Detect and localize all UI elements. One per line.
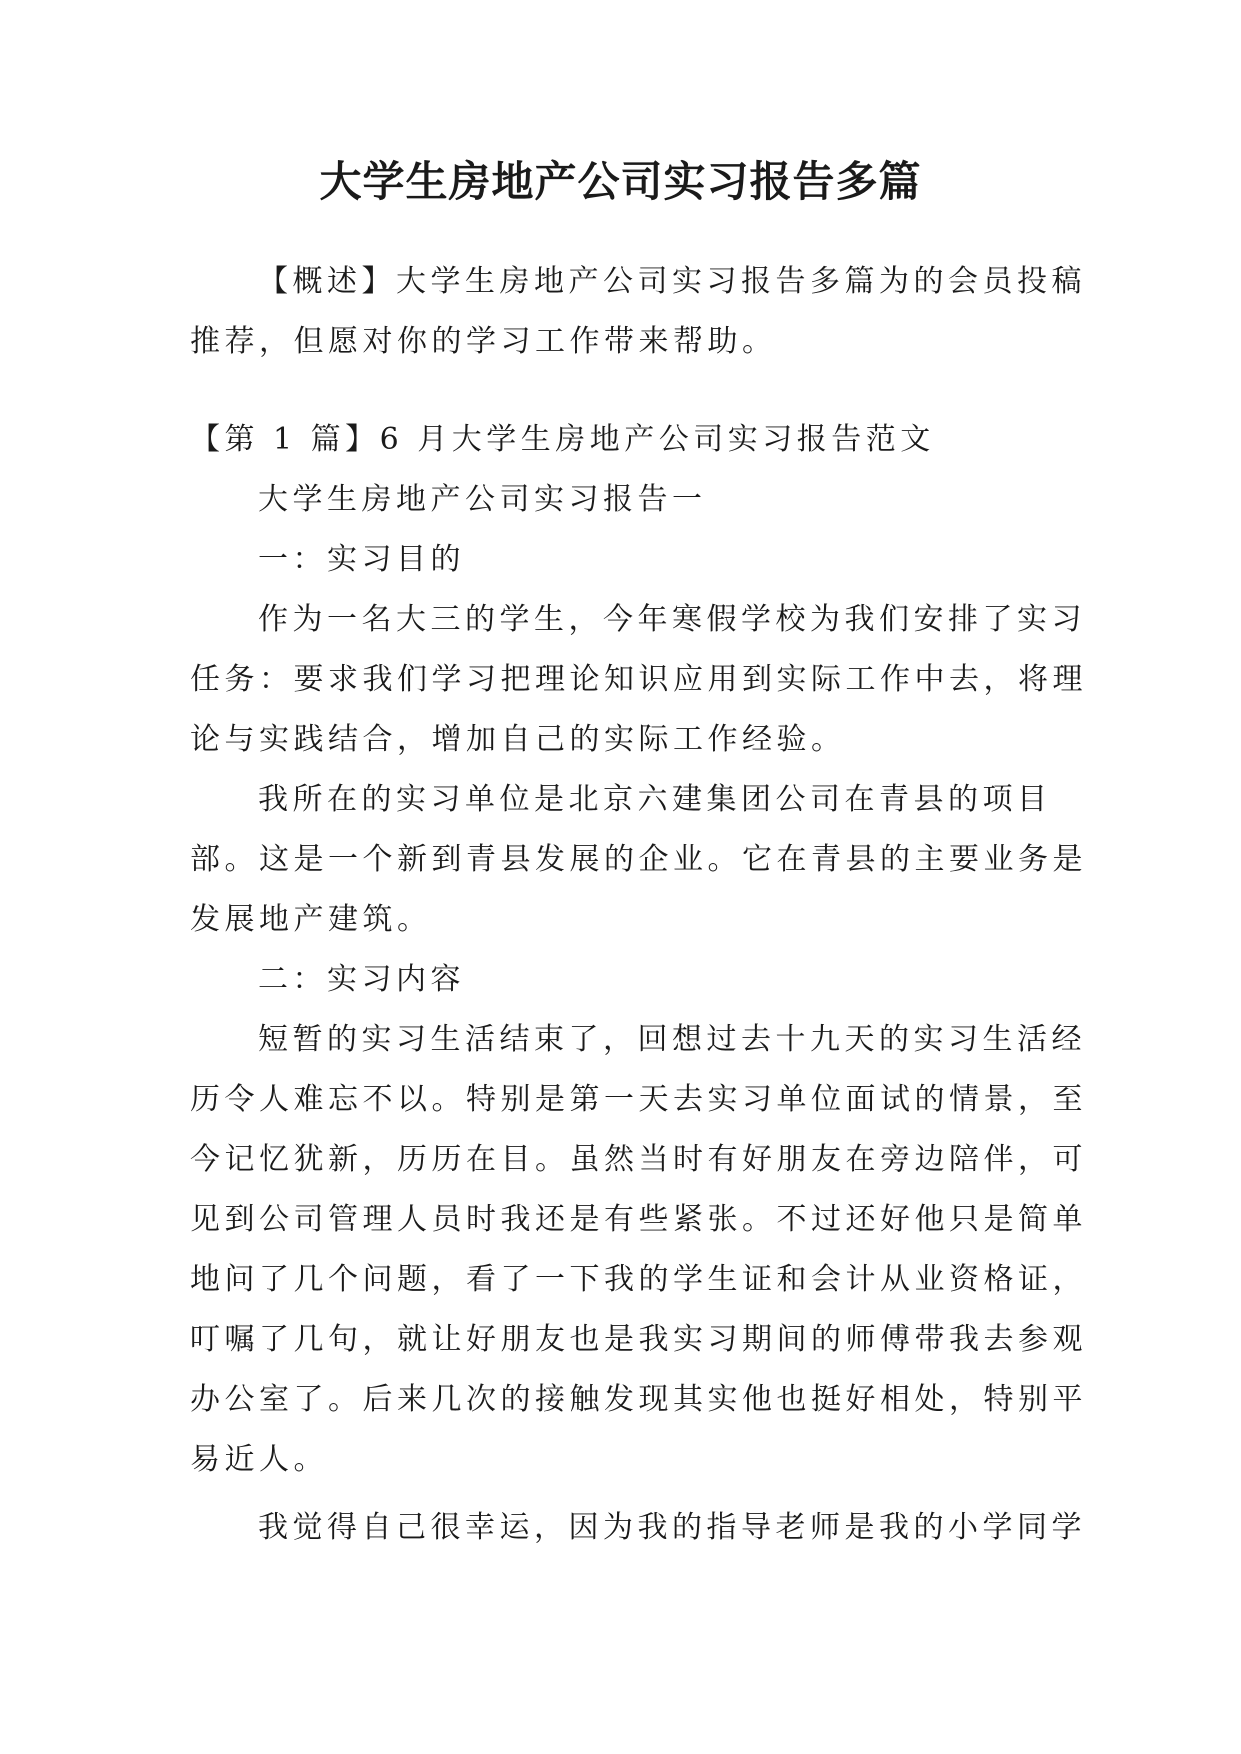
- paragraph-line: 部。这是一个新到青县发展的企业。它在青县的主要业务是: [190, 842, 1087, 877]
- paragraph-line: 易近人。: [190, 1442, 328, 1477]
- paragraph-line: 短暂的实习生活结束了，回想过去十九天的实习生活经: [258, 1022, 1086, 1057]
- paragraph-line: 发展地产建筑。: [190, 902, 432, 937]
- report-title: 大学生房地产公司实习报告一: [258, 482, 707, 517]
- paragraph-line: 历令人难忘不以。特别是第一天去实习单位面试的情景，至: [190, 1082, 1087, 1117]
- summary-line: 推荐，但愿对你的学习工作带来帮助。: [190, 324, 777, 359]
- paragraph-line: 今记忆犹新，历历在目。虽然当时有好朋友在旁边陪伴，可: [190, 1142, 1087, 1177]
- paragraph-line: 地问了几个问题，看了一下我的学生证和会计从业资格证，: [190, 1262, 1087, 1297]
- heading-purpose: 一：实习目的: [258, 542, 465, 577]
- paragraph-line: 叮嘱了几句，就让好朋友也是我实习期间的师傅带我去参观: [190, 1322, 1087, 1357]
- summary-line: 【概述】大学生房地产公司实习报告多篇为的会员投稿: [258, 264, 1086, 299]
- paragraph-line: 论与实践结合，增加自己的实际工作经验。: [190, 722, 846, 757]
- paragraph-line: 见到公司管理人员时我还是有些紧张。不过还好他只是简单: [190, 1202, 1087, 1237]
- section-heading: 【第 1 篇】6 月大学生房地产公司实习报告范文: [190, 422, 935, 457]
- paragraph-line: 作为一名大三的学生，今年寒假学校为我们安排了实习: [258, 602, 1086, 637]
- paragraph-line: 我觉得自己很幸运，因为我的指导老师是我的小学同学: [258, 1510, 1086, 1545]
- paragraph-line: 任务：要求我们学习把理论知识应用到实际工作中去，将理: [190, 662, 1087, 697]
- paragraph-line: 我所在的实习单位是北京六建集团公司在青县的项目: [258, 782, 1052, 817]
- summary-paragraph: [190, 252, 1086, 372]
- document-title: 大学生房地产公司实习报告多篇: [319, 157, 922, 206]
- report-body: [190, 410, 1087, 1558]
- paragraph-line: 办公室了。后来几次的接触发现其实他也挺好相处，特别平: [190, 1382, 1087, 1417]
- heading-content: 二：实习内容: [258, 962, 465, 997]
